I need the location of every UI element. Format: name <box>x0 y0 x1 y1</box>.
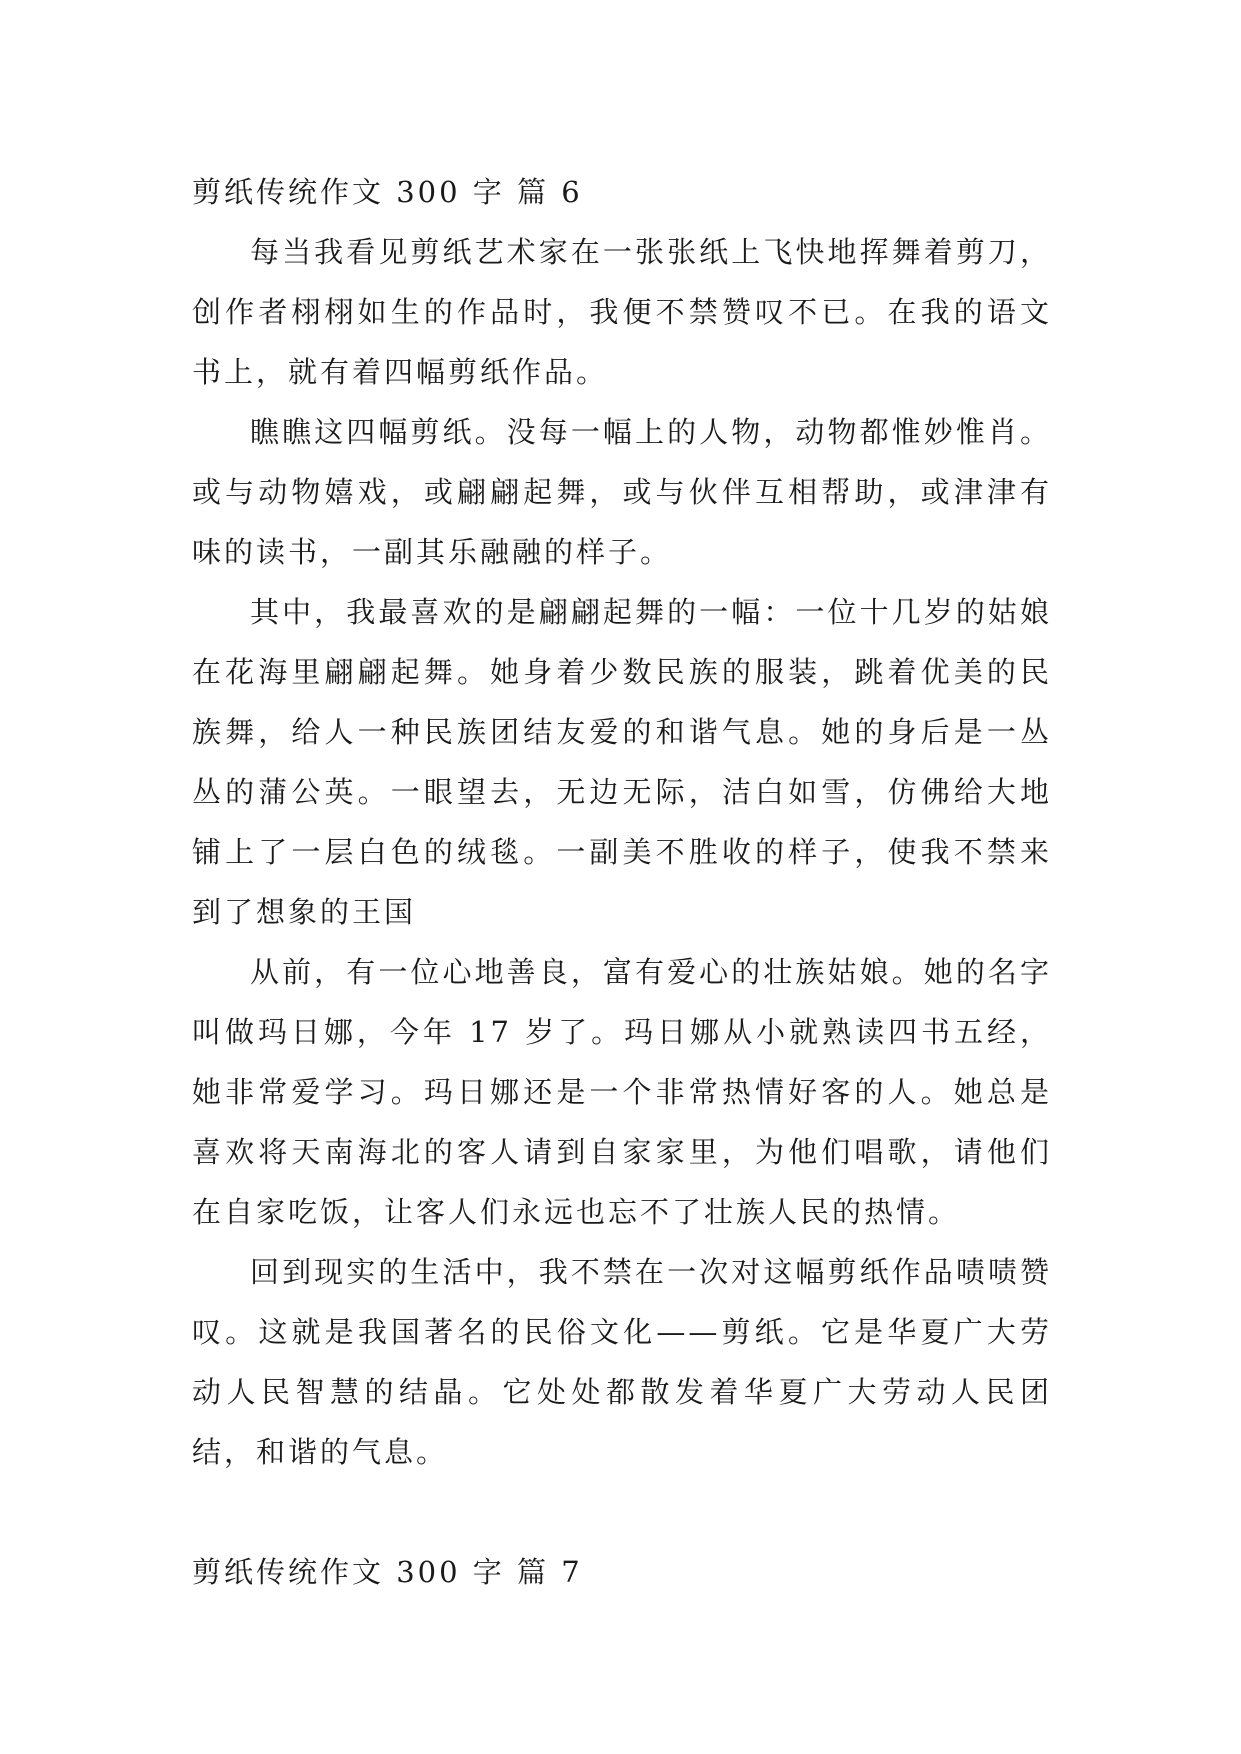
paragraph-5: 回到现实的生活中，我不禁在一次对这幅剪纸作品啧啧赞叹。这就是我国著名的民俗文化——剪纸。它是华夏广大劳动人民智慧的结晶。它处处都散发着华夏广大劳动人民团结，和谐的气息。 <box>192 1255 1052 1469</box>
document-body <box>192 162 1052 1602</box>
paragraph-2: 瞧瞧这四幅剪纸。没每一幅上的人物，动物都惟妙惟肖。或与动物嬉戏，或翩翩起舞，或与伙伴互相帮助，或津津有味的读书，一副其乐融融的样子。 <box>192 415 1052 569</box>
paragraph-1: 每当我看见剪纸艺术家在一张张纸上飞快地挥舞着剪刀，创作者栩栩如生的作品时，我便不禁赞叹不已。在我的语文书上，就有着四幅剪纸作品。 <box>192 235 1052 389</box>
section-title-7: 剪纸传统作文 300 字 篇 7 <box>192 1555 583 1589</box>
section-title-6: 剪纸传统作文 300 字 篇 6 <box>192 175 583 209</box>
paragraph-4: 从前，有一位心地善良，富有爱心的壮族姑娘。她的名字叫做玛日娜，今年 17 岁了。玛日娜从小就熟读四书五经，她非常爱学习。玛日娜还是一个非常热情好客的人。她总是喜欢将天南海北的客人请到自家家里，为他们唱歌，请他们在自家吃饭，让客人们永远也忘不了壮族人民的热情。 <box>192 955 1052 1229</box>
paragraph-3: 其中，我最喜欢的是翩翩起舞的一幅：一位十几岁的姑娘在花海里翩翩起舞。她身着少数民族的服装，跳着优美的民族舞，给人一种民族团结友爱的和谐气息。她的身后是一丛丛的蒲公英。一眼望去，无边无际，洁白如雪，仿佛给大地铺上了一层白色的绒毯。一副美不胜收的样子，使我不禁来到了想象的王国 <box>192 595 1052 929</box>
